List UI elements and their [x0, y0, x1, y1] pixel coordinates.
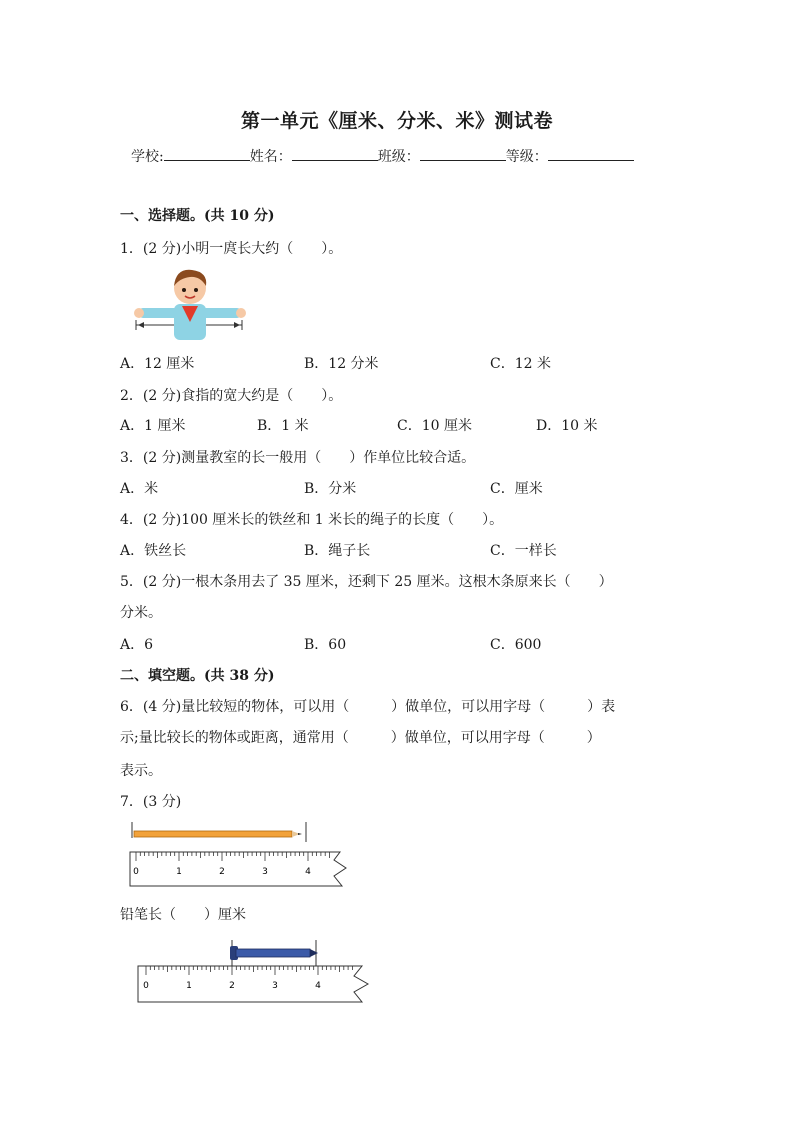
question-6-line-1: 6．(4 分)量比较短的物体，可以用（ ）做单位，可以用字母（ ）表: [120, 699, 616, 715]
q2-option-d[interactable]: D．10 米: [536, 418, 598, 434]
pencil-body: [134, 831, 292, 837]
ruler-2-label: 4: [315, 981, 321, 991]
pencil-length-question: 铅笔长（ ）厘米: [120, 907, 246, 923]
page-title: 第一单元《厘米、分米、米》测试卷: [240, 110, 553, 132]
question-5-line-1: 5．(2 分)一根木条用去了 35 厘米，还剩下 25 厘米。这根木条原来长（ ）: [120, 574, 613, 590]
q4-option-c[interactable]: C．一样长: [490, 543, 557, 559]
question-6-line-2: 示;量比较长的物体或距离，通常用（ ）做单位，可以用字母（ ）: [120, 730, 601, 746]
q5-option-c[interactable]: C．600: [490, 637, 542, 653]
q2-option-b[interactable]: B．1 米: [257, 418, 309, 434]
ruler-2-label: 3: [272, 981, 278, 991]
q3-option-b[interactable]: B．分米: [304, 481, 357, 497]
ruler-1-label: 3: [262, 867, 268, 877]
q5-option-a[interactable]: A．6: [120, 637, 154, 653]
question-3: 3．(2 分)测量教室的长一般用（ ）作单位比较合适。: [120, 450, 476, 466]
section-heading-choice: 一、选择题。(共 10 分): [120, 208, 275, 224]
q4-option-a[interactable]: A．铁丝长: [120, 543, 187, 559]
q4-option-b[interactable]: B．绳子长: [304, 543, 371, 559]
question-4: 4．(2 分)100 厘米长的铁丝和 1 米长的绳子的长度（ ）。: [120, 512, 504, 528]
ruler-1-label: 4: [305, 867, 311, 877]
ruler-with-pencil: [128, 818, 350, 890]
question-6-line-3: 表示。: [120, 763, 162, 779]
q2-option-a[interactable]: A．1 厘米: [120, 418, 186, 434]
section-heading-fill: 二、填空题。(共 38 分): [120, 668, 275, 684]
question-2: 2．(2 分)食指的宽大约是（ ）。: [120, 388, 343, 404]
q1-option-c[interactable]: C．12 米: [490, 356, 551, 372]
ruler-2-label: 1: [186, 981, 192, 991]
grade-label: 等级：: [505, 149, 548, 165]
q3-option-a[interactable]: A．米: [120, 481, 159, 497]
q1-option-b[interactable]: B．12 分米: [304, 356, 379, 372]
q2-option-c[interactable]: C．10 厘米: [397, 418, 472, 434]
student-info-row: [131, 145, 634, 166]
ruler-1-label: 2: [219, 867, 225, 877]
ruler-with-nail: [136, 934, 372, 1006]
ruler-1-label: 1: [176, 867, 182, 877]
ruler-2-label: 0: [143, 981, 149, 991]
school-label: 学校:: [131, 149, 164, 165]
ruler-1-body: [130, 852, 346, 886]
class-blank: [420, 145, 506, 161]
ruler-2-label: 2: [229, 981, 235, 991]
q1-option-a[interactable]: A．12 厘米: [120, 356, 195, 372]
ruler-2-body: [138, 966, 368, 1002]
boy-arm-span-illustration: [132, 264, 248, 346]
name-label: 姓名：: [249, 149, 292, 165]
name-blank: [292, 145, 378, 161]
school-blank: [164, 145, 250, 161]
nail-body: [236, 949, 310, 957]
q3-option-c[interactable]: C．厘米: [490, 481, 543, 497]
ruler-1-label: 0: [133, 867, 139, 877]
q5-option-b[interactable]: B．60: [304, 637, 347, 653]
grade-blank: [548, 145, 634, 161]
class-label: 班级：: [377, 149, 420, 165]
question-7: 7．(3 分): [120, 794, 182, 810]
question-5-line-2: 分米。: [120, 605, 162, 621]
question-1: 1．(2 分)小明一庹长大约（ ）。: [120, 241, 343, 257]
